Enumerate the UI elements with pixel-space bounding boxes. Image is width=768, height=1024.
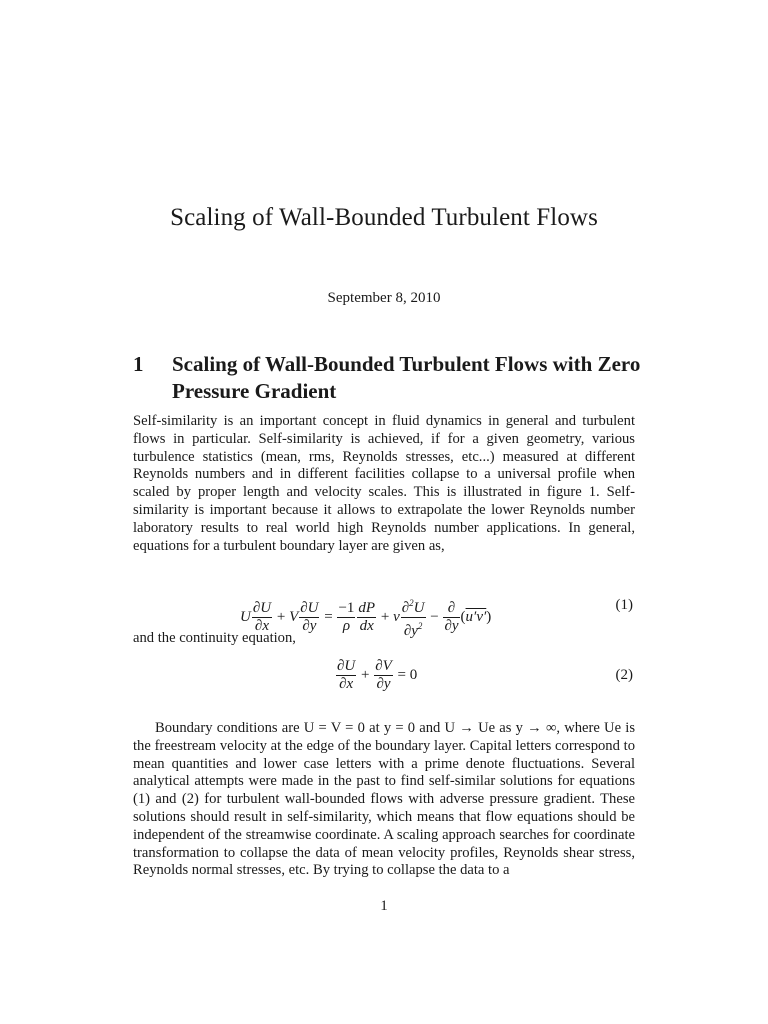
equation-continuity: $\frac{\partial U}{\partial x}$ + $\frac{\partial V}{\partial y}$ = 0 — [337, 658, 418, 692]
section-title: Scaling of Wall-Bounded Turbulent Flows with Zero Pressure Gradient — [172, 352, 641, 403]
equation-2-number: (2) — [615, 667, 633, 683]
section-number: 1 — [133, 352, 144, 376]
document-title: Scaling of Wall-Bounded Turbulent Flows — [170, 204, 598, 231]
paragraph-boundary-conditions: Boundary conditions are U = V = 0 at y = 0 and U → Ue as y → ∞, where Ue is the freestream velocity at the edge of the boundary layer. Capital letters correspond to mean quantities and lower case letters with a prime denote fluctuations. Several analytical attempts were made in the past to find self-similar solutions for equations (1) and (2) for turbulent wall-bounded flows with adverse pressure gradient. These solutions should result in self-similarity, which means that flow equations should be independent of the streamwise coordinate. A scaling approach searches for coordinate transformation to collapse the data of mean velocity profiles, Reynolds shear stress, Reynolds normal stresses, etc. By trying to collapse the data to a — [133, 720, 635, 879]
page-number: 1 — [380, 898, 388, 914]
document-date: September 8, 2010 — [327, 290, 441, 306]
equation-1-number: (1) — [615, 597, 633, 613]
paragraph-intro: Self-similarity is an important concept in fluid dynamics in general and turbulent flows in particular. Self-similarity is achieved, if for a given geometry, various turbulence statistics (mean, rms, Reynolds stresses, etc...) measured at different Reynolds numbers and in different facilities collapse to a universal profile when scaled by proper length and velocity scales. This is illustrated in figure 1. Self-similarity is important because it allows to extrapolate the lower Reynolds number laboratory results to real world high Reynolds number applications. In general, equations for a turbulent boundary layer are given as, — [133, 413, 635, 554]
equation-momentum: U $\frac{\partial U}{\partial x}$ + V $\frac{\partial U}{\partial y}$ = $\frac{-1}{\rho}$ $\frac{dP}{dx}$ + ν $\frac{\partial^2U}{\partial y^2}$ − $\frac{\partial}{\partial y}$ (u′v′) — [240, 595, 491, 640]
paragraph-continuity-intro: and the continuity equation, — [133, 630, 296, 646]
